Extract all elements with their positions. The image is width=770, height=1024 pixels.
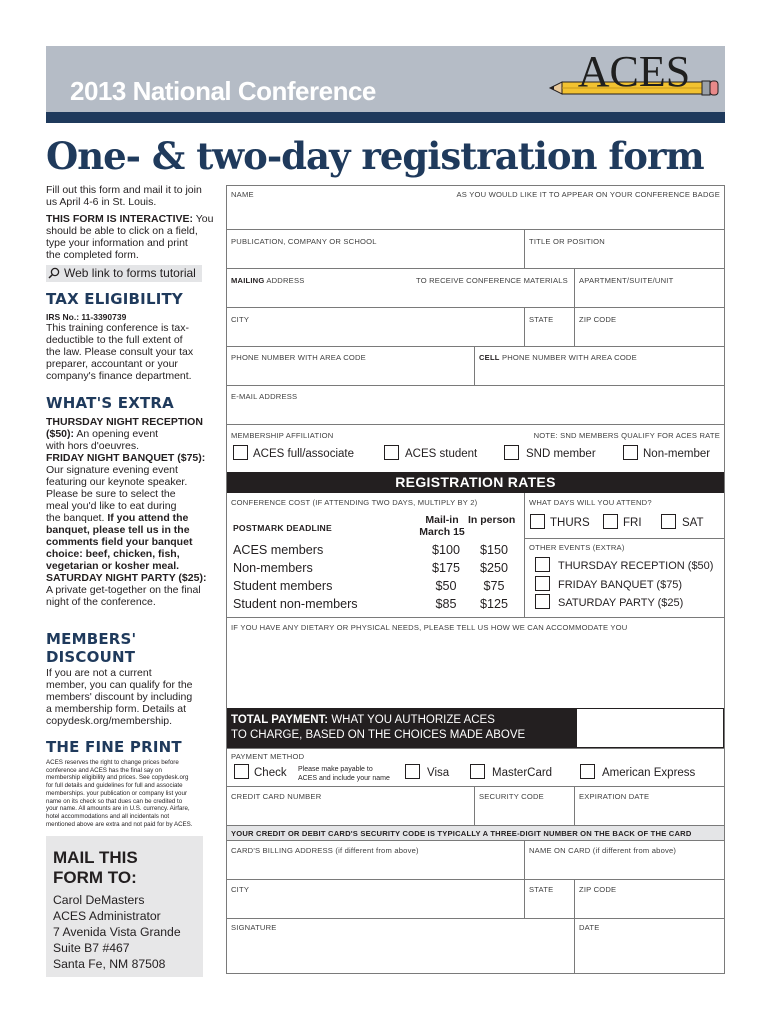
sat-label: SAT bbox=[682, 517, 704, 529]
visa-label: Visa bbox=[427, 767, 450, 779]
check-note: Please make payable to ACES and include your name bbox=[298, 766, 390, 782]
billing-zip-label: ZIP CODE bbox=[579, 885, 617, 894]
in-person-price: $150 bbox=[479, 543, 509, 557]
email-label: E-MAIL ADDRESS bbox=[231, 392, 298, 401]
thurs-label: THURS bbox=[550, 517, 590, 529]
security-note: YOUR CREDIT OR DEBIT CARD'S SECURITY CODE IS TYPICALLY A THREE-DIGIT NUMBER ON THE BACK OF THE CARD bbox=[231, 829, 692, 838]
mail-address-line: 7 Avenida Vista Grande bbox=[53, 925, 181, 939]
thursday-reception-checkbox[interactable] bbox=[535, 557, 550, 572]
snd-member-checkbox[interactable] bbox=[504, 445, 519, 460]
mail-to-title: MAIL THIS FORM TO: bbox=[53, 848, 138, 887]
publication-field[interactable] bbox=[227, 230, 524, 268]
amex-label: American Express bbox=[602, 767, 696, 779]
mailing-label: MAILING ADDRESS bbox=[231, 276, 305, 285]
extra-heading: WHAT'S EXTRA bbox=[46, 394, 174, 412]
conference-title: 2013 National Conference bbox=[70, 76, 376, 106]
aces-logo bbox=[548, 50, 720, 112]
form-border-right bbox=[724, 185, 725, 974]
saturday-party-checkbox[interactable] bbox=[535, 594, 550, 609]
aces-student-checkbox[interactable] bbox=[384, 445, 399, 460]
rate-category: Non-members bbox=[233, 561, 313, 575]
signature-field[interactable] bbox=[227, 919, 574, 973]
mail-in-header: Mail-in March 15 bbox=[419, 514, 465, 538]
payment-method-label: PAYMENT METHOD bbox=[231, 752, 305, 761]
phone-label: PHONE NUMBER WITH AREA CODE bbox=[231, 353, 366, 362]
header-stripe bbox=[46, 112, 725, 123]
magnifier-icon bbox=[48, 267, 60, 279]
sat-checkbox[interactable] bbox=[661, 514, 676, 529]
city-label: CITY bbox=[231, 315, 250, 324]
snd-member-label: SND member bbox=[526, 448, 596, 460]
billing-city-label: CITY bbox=[231, 885, 250, 894]
days-label: WHAT DAYS WILL YOU ATTEND? bbox=[529, 498, 652, 507]
mail-in-price: $50 bbox=[435, 579, 457, 593]
mail-address-line: Carol DeMasters bbox=[53, 893, 145, 907]
fri-label: FRI bbox=[623, 517, 642, 529]
logo-text: ACES bbox=[577, 50, 691, 96]
name-note: AS YOU WOULD LIKE IT TO APPEAR ON YOUR CONFERENCE BADGE bbox=[456, 190, 720, 199]
signature-label: SIGNATURE bbox=[231, 923, 277, 932]
friday-banquet-label: FRIDAY BANQUET ($75) bbox=[558, 579, 683, 591]
tax-text: IRS No.: 11-3390739 This training conference is tax- deductible to the full extent of the law. Please consult your tax preparer, accountant or your company's finance department. bbox=[46, 312, 194, 382]
fine-print-text: ACES reserves the right to change prices before conference and ACES has the final say on membership eligibility and prices. See copydesk.org for full details and guidelines for full and associate memberships. your publication or company list your name on its check so that dues can be credited to your name. All amounts are in U.S. currency. Airfare, hotel accommodations and all incidentals not mentioned above are extra and not paid for by ACES. bbox=[46, 759, 193, 828]
check-checkbox[interactable] bbox=[234, 764, 249, 779]
mail-address-line: Santa Fe, NM 87508 bbox=[53, 957, 166, 971]
total-payment-label: TOTAL PAYMENT: WHAT YOU AUTHORIZE ACES TO CHARGE, BASED ON THE CHOICES MADE ABOVE bbox=[227, 708, 576, 748]
name-on-card-label: NAME ON CARD (if different from above) bbox=[529, 846, 677, 855]
rate-category: Student non-members bbox=[233, 597, 358, 611]
row-divider bbox=[524, 538, 725, 539]
title-field[interactable] bbox=[525, 230, 724, 268]
mail-in-price: $85 bbox=[435, 597, 457, 611]
rate-category: ACES members bbox=[233, 543, 324, 557]
publication-label: PUBLICATION, COMPANY OR SCHOOL bbox=[231, 237, 377, 246]
mail-address-line: ACES Administrator bbox=[53, 909, 161, 923]
aces-student-label: ACES student bbox=[405, 448, 478, 460]
aces-full-label: ACES full/associate bbox=[253, 448, 354, 460]
aces-full-checkbox[interactable] bbox=[233, 445, 248, 460]
mailing-note: TO RECEIVE CONFERENCE MATERIALS bbox=[416, 276, 568, 285]
title-label: TITLE OR POSITION bbox=[529, 237, 605, 246]
mail-in-price: $100 bbox=[431, 543, 461, 557]
total-payment-field[interactable] bbox=[576, 708, 724, 748]
cell-phone-label: CELL PHONE NUMBER WITH AREA CODE bbox=[479, 353, 637, 362]
tax-heading: TAX ELIGIBILITY bbox=[46, 290, 183, 308]
non-member-checkbox[interactable] bbox=[623, 445, 638, 460]
fine-print-heading: THE FINE PRINT bbox=[46, 738, 182, 756]
zip-label: ZIP CODE bbox=[579, 315, 617, 324]
mail-address-line: Suite B7 #467 bbox=[53, 941, 130, 955]
name-label: NAME bbox=[231, 190, 254, 199]
mastercard-label: MasterCard bbox=[492, 767, 553, 779]
amex-checkbox[interactable] bbox=[580, 764, 595, 779]
in-person-price: $250 bbox=[479, 561, 509, 575]
in-person-header: In person bbox=[468, 514, 516, 526]
intro-text: Fill out this form and mail it to join us April 4-6 in St. Louis. bbox=[46, 184, 202, 208]
email-field[interactable] bbox=[227, 386, 724, 424]
city-field[interactable] bbox=[227, 308, 524, 346]
membership-label: MEMBERSHIP AFFILIATION bbox=[231, 431, 334, 440]
thurs-checkbox[interactable] bbox=[530, 514, 545, 529]
billing-city-field[interactable] bbox=[227, 880, 524, 918]
billing-address-label: CARD'S BILLING ADDRESS (if different from above) bbox=[231, 846, 419, 855]
fri-checkbox[interactable] bbox=[603, 514, 618, 529]
security-code-label: SECURITY CODE bbox=[479, 792, 544, 801]
dietary-label: IF YOU HAVE ANY DIETARY OR PHYSICAL NEEDS, PLEASE TELL US HOW WE CAN ACCOMMODATE YOU bbox=[231, 623, 628, 632]
col-divider bbox=[524, 493, 525, 617]
row-divider bbox=[226, 748, 725, 749]
cost-label: CONFERENCE COST (IF ATTENDING TWO DAYS, MULTIPLY BY 2) bbox=[231, 498, 478, 507]
check-label: Check bbox=[254, 767, 287, 779]
saturday-party-label: SATURDAY PARTY ($25) bbox=[558, 597, 684, 609]
other-events-label: OTHER EVENTS (EXTRA) bbox=[529, 543, 625, 552]
interactive-note: THIS FORM IS INTERACTIVE: You should be able to click on a field, type your information and print the completed form. bbox=[46, 213, 214, 261]
rate-category: Student members bbox=[233, 579, 333, 593]
forms-tutorial-link[interactable]: Web link to forms tutorial bbox=[46, 265, 202, 282]
form-title: One- & two-day registration form bbox=[46, 134, 704, 178]
rates-heading: REGISTRATION RATES bbox=[227, 472, 724, 493]
state-field[interactable] bbox=[525, 308, 574, 346]
members-text: If you are not a current member, you can qualify for the members' discount by including a membership form. Details at copydesk.org/membership. bbox=[46, 667, 193, 727]
friday-banquet-checkbox[interactable] bbox=[535, 576, 550, 591]
deadline-label: POSTMARK DEADLINE bbox=[233, 523, 332, 533]
membership-note: NOTE: SND MEMBERS QUALIFY FOR ACES RATE bbox=[533, 431, 720, 440]
in-person-price: $75 bbox=[483, 579, 505, 593]
members-heading: MEMBERS' DISCOUNT bbox=[46, 630, 137, 666]
apartment-field[interactable] bbox=[575, 269, 724, 307]
mailing-address-field[interactable] bbox=[227, 269, 574, 307]
expiration-label: EXPIRATION DATE bbox=[579, 792, 650, 801]
date-label: DATE bbox=[579, 923, 600, 932]
mastercard-checkbox[interactable] bbox=[470, 764, 485, 779]
visa-checkbox[interactable] bbox=[405, 764, 420, 779]
thursday-reception-label: THURSDAY RECEPTION ($50) bbox=[558, 560, 714, 572]
extra-text: THURSDAY NIGHT RECEPTION ($50): An opening event with hors d'oeuvres. FRIDAY NIGHT BANQUET ($75): Our signature evening event featuring our keynote speaker. Please be sure to select the meal you'd like to eat during the banquet. If you attend the banquet, please tell us in the comments field your banquet choice: beef, chicken, fish, vegetarian or kosher meal. SATURDAY NIGHT PARTY ($25): A private get-together on the final night of the conference. bbox=[46, 416, 207, 608]
billing-state-label: STATE bbox=[529, 885, 554, 894]
in-person-price: $125 bbox=[479, 597, 509, 611]
card-number-label: CREDIT CARD NUMBER bbox=[231, 792, 322, 801]
row-divider bbox=[226, 424, 725, 425]
apartment-label: APARTMENT/SUITE/UNIT bbox=[579, 276, 674, 285]
non-member-label: Non-member bbox=[643, 448, 711, 460]
mail-in-price: $175 bbox=[431, 561, 461, 575]
state-label: STATE bbox=[529, 315, 554, 324]
zip-field[interactable] bbox=[575, 308, 724, 346]
form-border-bottom bbox=[226, 973, 725, 974]
